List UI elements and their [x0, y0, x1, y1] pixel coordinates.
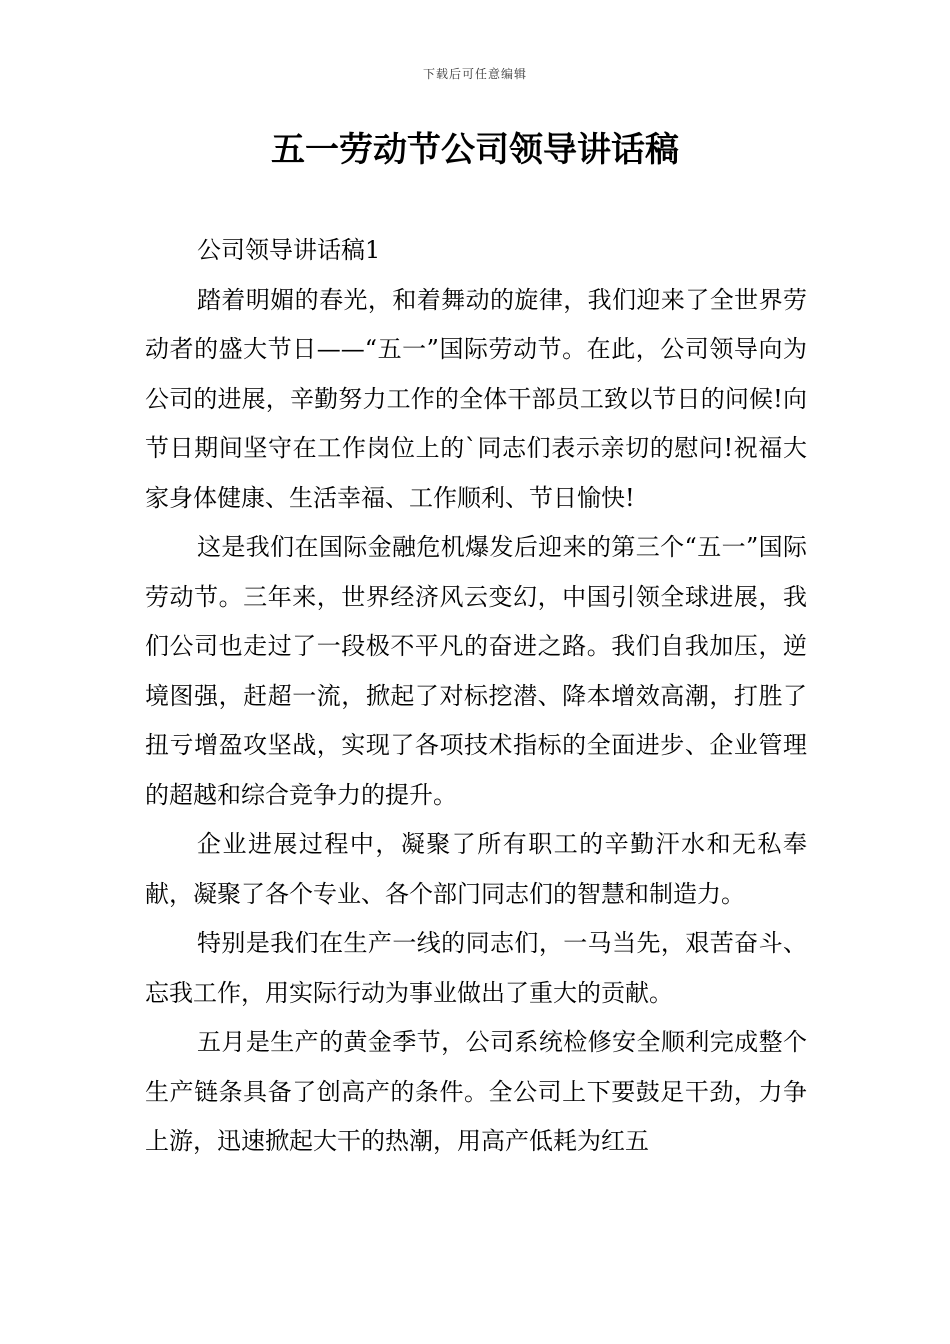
header-note: 下载后可任意编辑: [422, 67, 527, 81]
document-body: [145, 226, 807, 1167]
paragraph-2: 这是我们在国际金融危机爆发后迎来的第三个“五一”国际劳动节。三年来，世界经济风云变幻，中国引领全球进展，我们公司也走过了一段极不平凡的奋进之路。我们自我加压，逆境图强，赶超一流，掀起了对标挖潜、降本增效高潮，打胜了扭亏增盈攻坚战，实现了各项技术指标的全面进步、企业管理的超越和综合竞争力的提升。: [145, 533, 807, 809]
section-subheading: 公司领导讲话稿1: [197, 236, 381, 264]
paragraph-1: 踏着明媚的春光，和着舞动的旋律，我们迎来了全世界劳动者的盛大节日——“五一”国际劳动节。在此，公司领导向为公司的进展，辛勤努力工作的全体干部员工致以节日的问候!向节日期间坚守在工作岗位上的`同志们表示亲切的慰问!祝福大家身体健康、生活幸福、工作顺利、节日愉快!: [145, 285, 807, 512]
paragraph-3: 企业进展过程中，凝聚了所有职工的辛勤汗水和无私奉献，凝聚了各个专业、各个部门同志们的智慧和制造力。: [145, 830, 807, 908]
paragraph-5: 五月是生产的黄金季节，公司系统检修安全顺利完成整个生产链条具备了创高产的条件。全公司上下要鼓足干劲，力争上游，迅速掀起大干的热潮，用高产低耗为红五: [145, 1028, 807, 1155]
document-title: 五一劳动节公司领导讲话稿: [271, 130, 679, 170]
paragraph-4: 特别是我们在生产一线的同志们，一马当先，艰苦奋斗、忘我工作，用实际行动为事业做出了重大的贡献。: [145, 929, 807, 1007]
